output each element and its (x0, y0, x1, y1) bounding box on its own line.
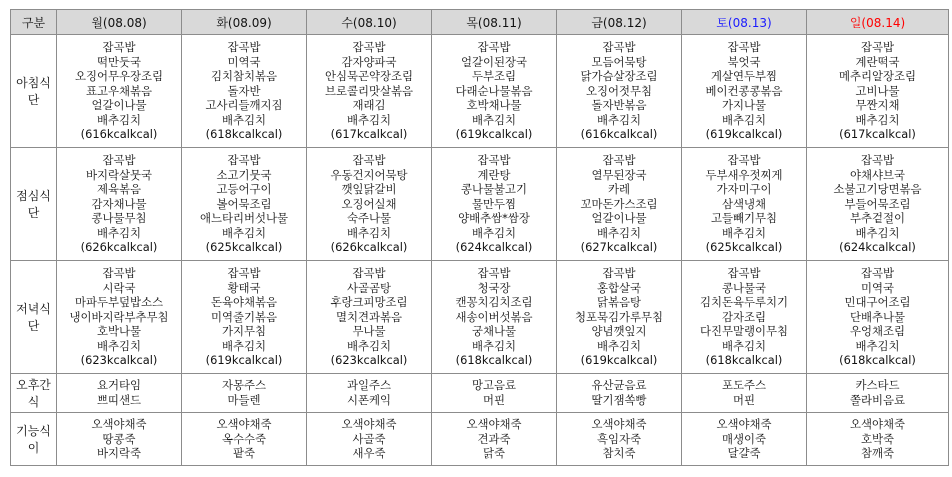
menu-item: 메추리알장조림 (838, 69, 917, 84)
menu-item: 팥죽 (232, 446, 255, 461)
menu-item: 바지락살뭇국 (85, 167, 153, 182)
menu-cell (182, 261, 307, 374)
menu-item: 고사리들깨지짐 (205, 98, 283, 113)
menu-item: (626kcalkcal) (330, 240, 408, 255)
menu-item: 마들렌 (227, 393, 261, 407)
menu-item: 달걀죽 (727, 446, 761, 461)
menu-item: 재래김 (352, 98, 386, 113)
menu-item: 배추김치 (721, 112, 766, 127)
menu-cell (182, 374, 307, 413)
menu-item: 오색야채죽 (216, 417, 272, 432)
menu-item: 잡곡밥 (477, 152, 511, 167)
menu-item: 잡곡밥 (477, 39, 511, 54)
menu-item: 배추김치 (221, 112, 266, 127)
menu-item: 배추김치 (596, 338, 641, 353)
menu-item: (616kcalkcal) (80, 127, 158, 142)
menu-item: 카레 (607, 182, 630, 197)
menu-item: (617kcalkcal) (330, 127, 408, 142)
menu-item: 잡곡밥 (860, 39, 894, 54)
menu-item: 배추김치 (346, 338, 391, 353)
menu-item: 양배추쌈*쌈장 (458, 211, 530, 226)
menu-item: 오색야채죽 (849, 417, 906, 432)
menu-item: 배추김치 (471, 225, 516, 240)
menu-item: 안심묵곤약장조림 (324, 69, 414, 84)
menu-item: 시락국 (102, 280, 136, 295)
menu-item: 잡곡밥 (477, 265, 511, 280)
menu-item: 배추김치 (855, 225, 900, 240)
menu-item: 브로콜리맛살볶음 (324, 83, 414, 98)
menu-item: 오색야채죽 (91, 417, 147, 432)
menu-item: 땅콩죽 (102, 431, 136, 446)
menu-item: 황태국 (227, 280, 261, 295)
menu-item: 민대구어조림 (844, 295, 911, 310)
day-header: 목(08.11) (432, 10, 557, 35)
menu-cell (57, 148, 182, 261)
menu-item: 과일주스 (346, 378, 391, 393)
menu-item: 잡곡밥 (227, 152, 261, 167)
menu-item: 새우죽 (352, 446, 386, 461)
menu-item: (619kcalkcal) (705, 127, 783, 142)
menu-cell (807, 261, 949, 374)
menu-item: (623kcalkcal) (330, 353, 408, 368)
menu-item: 잡곡밥 (860, 152, 894, 167)
menu-item: 가자미구이 (716, 182, 772, 197)
menu-item: 제육볶음 (96, 182, 141, 197)
menu-item: 고비나물 (855, 83, 900, 98)
menu-cell (557, 148, 682, 261)
menu-cell (557, 35, 682, 148)
day-header: 일(08.14) (807, 10, 949, 35)
menu-item: 오색야채죽 (341, 417, 397, 432)
menu-item: 배추김치 (346, 112, 391, 127)
menu-item: 청포묵김가루무침 (574, 309, 664, 324)
menu-row (11, 413, 949, 466)
menu-item: 떡만둣국 (96, 54, 141, 69)
day-header: 수(08.10) (307, 10, 432, 35)
menu-body (11, 35, 949, 466)
menu-item: 가지무침 (221, 324, 266, 339)
menu-item: 배추김치 (346, 225, 391, 240)
menu-item: 잡곡밥 (352, 152, 386, 167)
menu-item: 배추김치 (596, 225, 641, 240)
menu-item: 궁채나물 (471, 324, 516, 339)
menu-item: 계란탕 (477, 167, 511, 182)
menu-item: 베이컨콩콩볶음 (705, 83, 783, 98)
menu-item: 김치참치볶음 (210, 69, 278, 84)
menu-cell (182, 413, 307, 466)
menu-item: 꼬마돈가스조림 (580, 196, 658, 211)
menu-item: (624kcalkcal) (839, 240, 916, 255)
menu-item: (625kcalkcal) (705, 240, 783, 255)
menu-item: 모듬어묵탕 (591, 54, 647, 69)
menu-item: 캔꽁치김치조림 (455, 295, 533, 310)
menu-item: 닭볶음탕 (596, 295, 641, 310)
menu-item: 배추김치 (221, 338, 266, 353)
menu-item: 배추김치 (855, 338, 900, 353)
day-header: 토(08.13) (682, 10, 807, 35)
menu-item: 배추김치 (471, 112, 516, 127)
menu-item: 홍합살국 (596, 280, 641, 295)
weekly-menu-table (10, 9, 949, 466)
menu-item: (627kcalkcal) (580, 240, 658, 255)
menu-item: 미역국 (227, 54, 261, 69)
menu-item: 냉이바지락부추무침 (69, 309, 169, 324)
menu-item: 얼갈이된장국 (460, 54, 528, 69)
menu-cell (557, 374, 682, 413)
menu-item: (618kcalkcal) (839, 353, 916, 368)
row-category: 오후간식 (11, 374, 57, 413)
menu-item: 오징어실채 (341, 196, 397, 211)
menu-item: 망고음료 (471, 378, 516, 393)
menu-item: 양념깻잎지 (591, 324, 647, 339)
menu-item: 무짠지채 (855, 98, 900, 113)
menu-item: 감자조림 (721, 309, 766, 324)
menu-item: 콩나물불고기 (460, 182, 528, 197)
menu-cell (807, 148, 949, 261)
menu-cell (682, 148, 807, 261)
menu-item: 닭죽 (482, 446, 505, 461)
menu-item: 사골곰탕 (346, 280, 391, 295)
menu-item: 야채샤브국 (849, 167, 906, 182)
menu-item: 카스타드 (855, 378, 900, 393)
menu-cell (307, 148, 432, 261)
menu-item: 배추김치 (721, 225, 766, 240)
day-header: 금(08.12) (557, 10, 682, 35)
row-category: 저녁식단 (11, 261, 57, 374)
menu-item: 오색야채죽 (466, 417, 522, 432)
menu-cell (307, 261, 432, 374)
menu-item: 콩나물무침 (91, 211, 147, 226)
menu-item: 우동건지어묵탕 (330, 167, 408, 182)
menu-item: 숙주나물 (346, 211, 391, 226)
menu-item: 배추김치 (96, 338, 141, 353)
menu-item: 시폰케익 (346, 393, 391, 407)
menu-cell (682, 35, 807, 148)
menu-item: 배추김치 (96, 225, 141, 240)
menu-item: 다래순나물볶음 (455, 83, 533, 98)
menu-item: (623kcalkcal) (80, 353, 158, 368)
menu-item: 옥수수죽 (221, 431, 266, 446)
menu-item: 바지락죽 (96, 446, 141, 461)
menu-item: 잡곡밥 (227, 39, 261, 54)
menu-cell (682, 261, 807, 374)
menu-item: 참깨죽 (860, 446, 894, 461)
menu-item: (626kcalkcal) (80, 240, 158, 255)
menu-item: 오징어젓무침 (585, 83, 653, 98)
menu-item: 배추김치 (855, 112, 900, 127)
day-header: 월(08.08) (57, 10, 182, 35)
menu-item: 열무된장국 (591, 167, 647, 182)
menu-item: 무나물 (352, 324, 386, 339)
menu-item: 감자채나물 (91, 196, 147, 211)
menu-item: 참치죽 (602, 446, 636, 461)
menu-item: (616kcalkcal) (580, 127, 658, 142)
menu-item: 게살연두부찜 (710, 69, 778, 84)
menu-item: 흑임자죽 (596, 431, 641, 446)
menu-cell (682, 374, 807, 413)
menu-cell (807, 35, 949, 148)
menu-cell (307, 35, 432, 148)
menu-item: 오색야채죽 (591, 417, 647, 432)
menu-cell (807, 374, 949, 413)
menu-item: 호박나물 (96, 324, 141, 339)
menu-cell (432, 374, 557, 413)
menu-item: 멸치견과볶음 (335, 309, 403, 324)
menu-item: 두부조림 (471, 69, 516, 84)
menu-item: (619kcalkcal) (205, 353, 283, 368)
menu-item: 계란떡국 (855, 54, 900, 69)
menu-item: 호박죽 (860, 431, 894, 446)
menu-item: 얼갈이나물 (591, 211, 647, 226)
menu-cell (307, 413, 432, 466)
menu-item: 마파두부덮밥소스 (74, 295, 164, 310)
menu-item: 부추겉절이 (849, 211, 906, 226)
menu-cell (682, 413, 807, 466)
menu-cell (57, 374, 182, 413)
menu-item: 딸기잼쏙빵 (591, 393, 647, 407)
menu-item: 배추김치 (471, 338, 516, 353)
menu-item: 오징어무우장조림 (74, 69, 164, 84)
menu-item: 두부새우젓찌게 (705, 167, 783, 182)
menu-item: 사골죽 (352, 431, 386, 446)
menu-cell (57, 261, 182, 374)
menu-item: 얼갈이나물 (91, 98, 147, 113)
menu-item: (617kcalkcal) (839, 127, 916, 142)
menu-cell (57, 35, 182, 148)
menu-item: 잡곡밥 (102, 152, 136, 167)
row-category: 기능식이 (11, 413, 57, 466)
category-header: 구분 (11, 10, 57, 35)
menu-item: 호박채나물 (466, 98, 522, 113)
menu-item: 새송이버섯볶음 (455, 309, 533, 324)
menu-item: 매생이죽 (721, 431, 766, 446)
menu-item: (618kcalkcal) (205, 127, 283, 142)
menu-item: 머핀 (732, 393, 755, 407)
menu-item: (618kcalkcal) (705, 353, 783, 368)
menu-item: 잡곡밥 (602, 265, 636, 280)
menu-row (11, 374, 949, 413)
menu-item: (625kcalkcal) (205, 240, 283, 255)
menu-item: 배추김치 (221, 225, 266, 240)
menu-item: 잡곡밥 (352, 39, 386, 54)
menu-item: 가지나물 (721, 98, 766, 113)
menu-cell (557, 261, 682, 374)
menu-item: 요거타임 (96, 378, 141, 393)
row-category: 아침식단 (11, 35, 57, 148)
menu-item: 견과죽 (477, 431, 511, 446)
menu-item: (619kcalkcal) (580, 353, 658, 368)
menu-item: 배추김치 (596, 112, 641, 127)
menu-item: 쁘띠샌드 (96, 393, 141, 407)
menu-item: 소불고기당면볶음 (833, 182, 922, 197)
menu-cell (432, 261, 557, 374)
menu-item: 배추김치 (721, 338, 766, 353)
menu-item: 잡곡밥 (227, 265, 261, 280)
menu-item: 김치돈육두루치기 (699, 295, 789, 310)
menu-cell (432, 35, 557, 148)
day-header: 화(08.09) (182, 10, 307, 35)
menu-item: 돈육야채볶음 (210, 295, 278, 310)
menu-item: 잡곡밥 (727, 152, 761, 167)
menu-item: 포도주스 (721, 378, 766, 393)
menu-item: 후랑크피망조림 (330, 295, 408, 310)
menu-row (11, 148, 949, 261)
menu-item: 머핀 (482, 393, 505, 407)
menu-item: 돌자반볶음 (591, 98, 647, 113)
menu-cell (57, 413, 182, 466)
menu-item: 청국장 (477, 280, 511, 295)
menu-cell (432, 148, 557, 261)
menu-item: 깻잎닭갈비 (341, 182, 397, 197)
menu-item: 콩나물국 (721, 280, 766, 295)
menu-item: 부들어묵조림 (844, 196, 911, 211)
menu-item: 잡곡밥 (102, 265, 136, 280)
menu-item: (619kcalkcal) (455, 127, 533, 142)
menu-item: 닭가슴살장조림 (580, 69, 658, 84)
menu-item: 북엇국 (727, 54, 761, 69)
header-row (11, 10, 949, 35)
menu-item: 감자양파국 (341, 54, 397, 69)
menu-item: 유산균음료 (591, 378, 647, 393)
menu-item: 애느타리버섯나물 (199, 211, 289, 226)
menu-cell (182, 148, 307, 261)
menu-cell (807, 413, 949, 466)
menu-item: 미역줄기볶음 (210, 309, 278, 324)
menu-cell (182, 35, 307, 148)
menu-item: 우엉채조림 (849, 324, 906, 339)
menu-cell (307, 374, 432, 413)
menu-item: 고등어구이 (216, 182, 272, 197)
menu-item: 돌자반 (227, 83, 261, 98)
menu-item: 잡곡밥 (860, 265, 894, 280)
menu-item: 다진무말랭이무침 (699, 324, 789, 339)
menu-item: 잡곡밥 (602, 152, 636, 167)
menu-item: 쫄라비음료 (849, 393, 906, 407)
menu-item: 단배추나물 (849, 309, 906, 324)
menu-item: 배추김치 (96, 112, 141, 127)
menu-row (11, 35, 949, 148)
menu-item: 고들빼기무침 (710, 211, 778, 226)
menu-item: 잡곡밥 (602, 39, 636, 54)
menu-item: 자몽주스 (221, 378, 266, 393)
menu-cell (432, 413, 557, 466)
menu-item: 잡곡밥 (102, 39, 136, 54)
menu-item: 오색야채죽 (716, 417, 772, 432)
menu-item: 표고우채볶음 (85, 83, 153, 98)
menu-item: 물만두찜 (471, 196, 516, 211)
menu-item: 소고기뭇국 (216, 167, 272, 182)
menu-item: (618kcalkcal) (455, 353, 533, 368)
menu-item: 잡곡밥 (352, 265, 386, 280)
menu-row (11, 261, 949, 374)
menu-cell (557, 413, 682, 466)
menu-item: 볼어묵조림 (216, 196, 272, 211)
menu-item: 미역국 (860, 280, 894, 295)
row-category: 점심식단 (11, 148, 57, 261)
menu-item: 잡곡밥 (727, 265, 761, 280)
menu-item: 삼색냉채 (721, 196, 766, 211)
menu-item: 잡곡밥 (727, 39, 761, 54)
menu-item: (624kcalkcal) (455, 240, 533, 255)
